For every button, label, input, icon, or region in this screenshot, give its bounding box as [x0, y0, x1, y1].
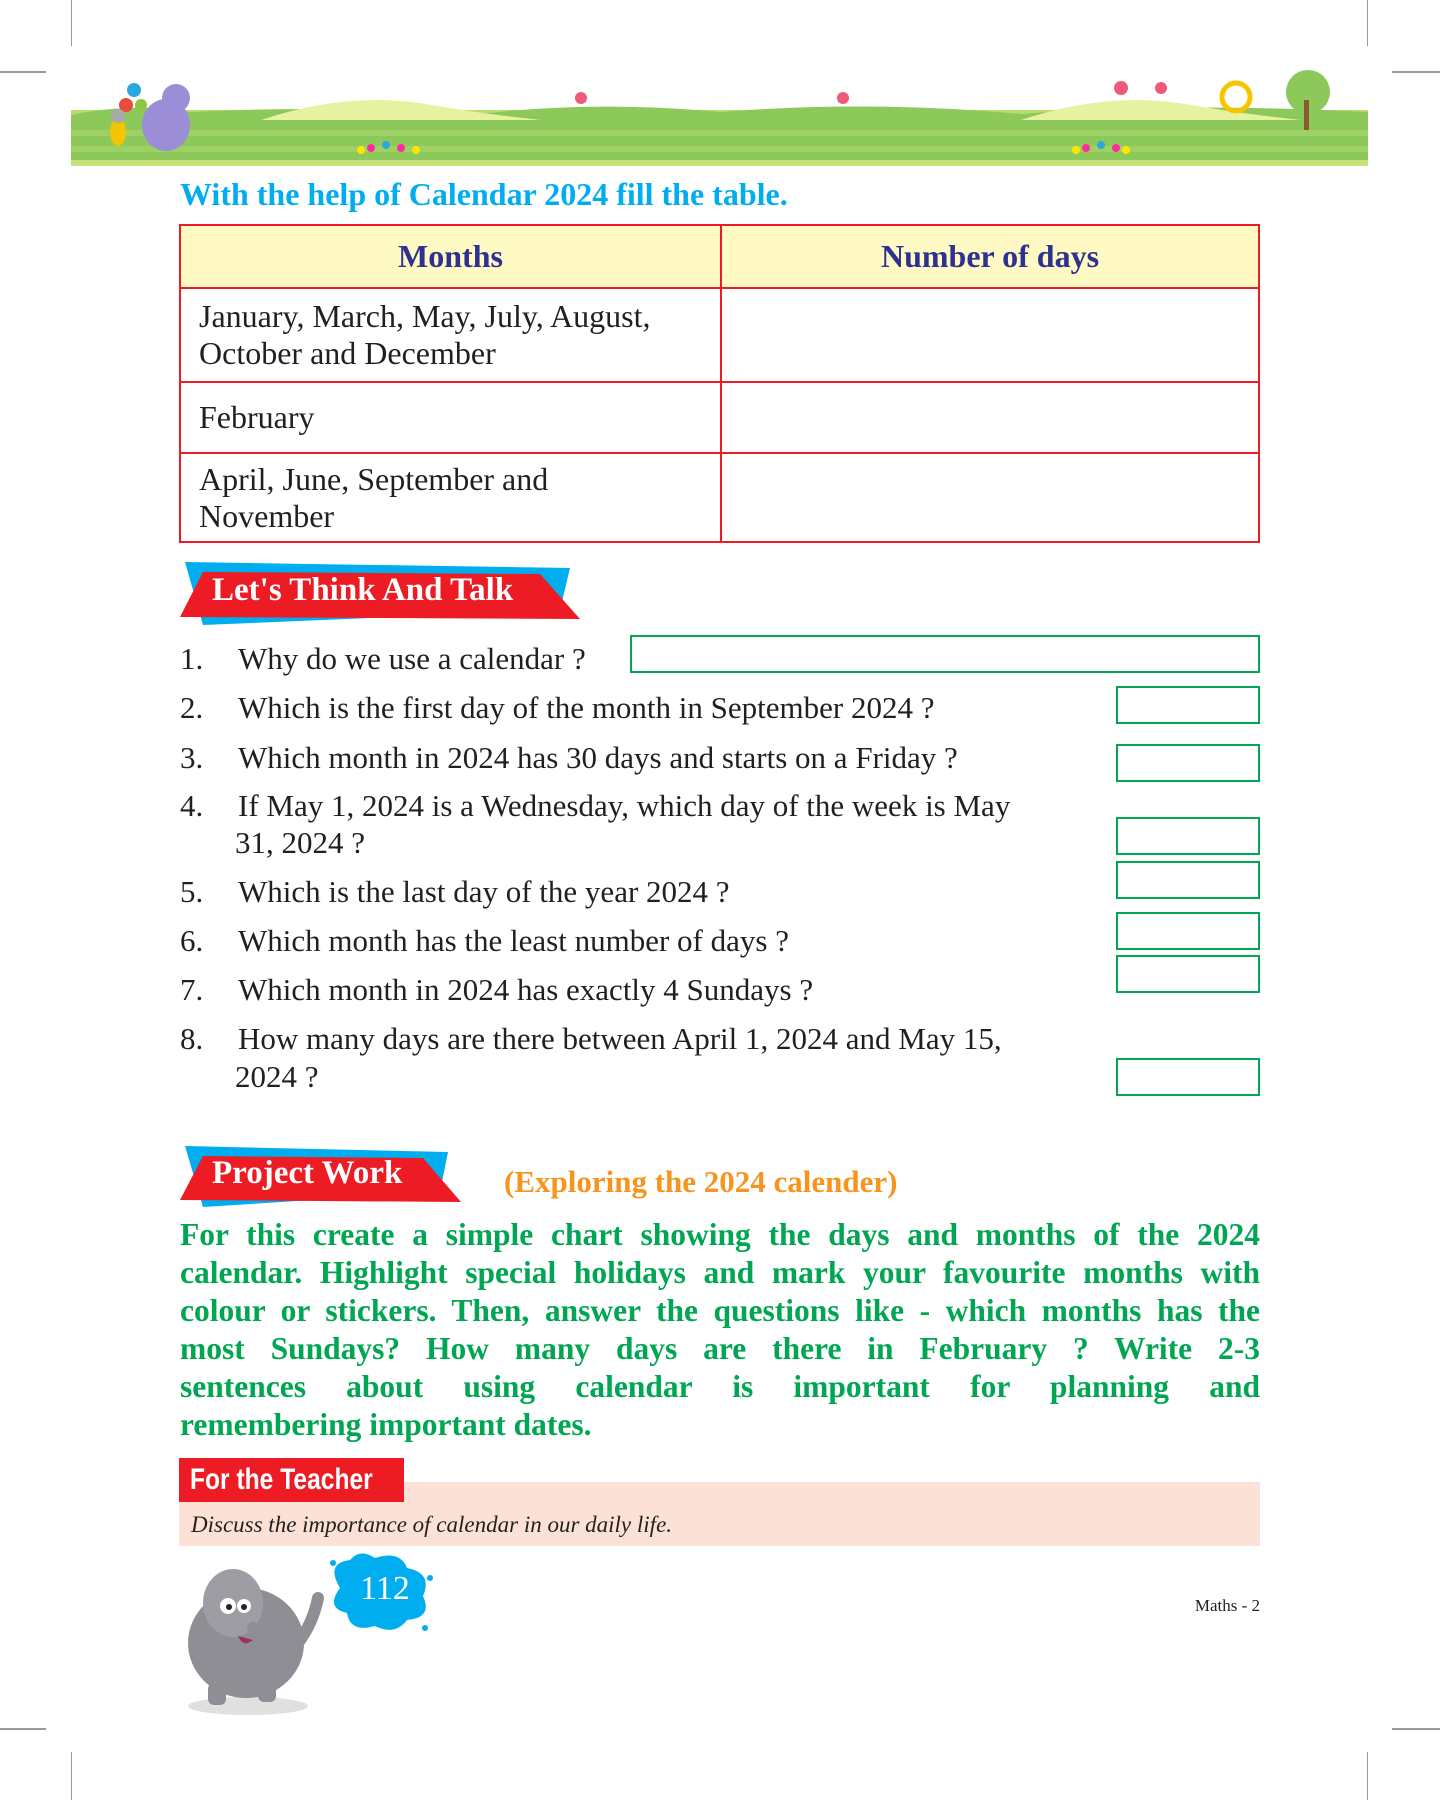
question-text-continued: 2024 ?: [235, 1059, 319, 1094]
answer-box-3[interactable]: [1116, 744, 1260, 782]
months-text: November: [199, 497, 335, 534]
question-text: Which month in 2024 has exactly 4 Sundays ?: [238, 972, 814, 1007]
question-text: Which is the last day of the year 2024 ?: [238, 874, 730, 909]
question-text: How many days are there between April 1, 2024 and May 15,: [238, 1021, 1002, 1056]
question-number: 7.: [180, 972, 204, 1007]
teacher-label: [179, 1458, 404, 1502]
paragraph-line: remembering important dates.: [180, 1407, 592, 1442]
question-number: 4.: [180, 788, 204, 823]
page-number: 112: [360, 1570, 410, 1607]
question-number: 8.: [180, 1021, 204, 1056]
crop-mark: [0, 1728, 46, 1730]
question-text: If May 1, 2024 is a Wednesday, which day of the week is May: [238, 788, 1011, 823]
days-answer-cell[interactable]: [721, 288, 1259, 382]
question-text: Which is the first day of the month in September 2024 ?: [238, 690, 935, 725]
crop-mark: [1392, 1728, 1440, 1730]
paragraph-line: sentences about using calendar is important for planning and: [180, 1369, 1260, 1404]
crop-mark: [0, 71, 46, 73]
question-number: 6.: [180, 923, 204, 958]
question-number: 1.: [180, 641, 204, 676]
paragraph-line: calendar. Highlight special holidays and mark your favourite months with: [180, 1255, 1260, 1290]
answer-box-8[interactable]: [1116, 1058, 1260, 1096]
landscape-banner-illustration: [71, 70, 1368, 166]
days-answer-cell[interactable]: [721, 453, 1259, 542]
paragraph-line: colour or stickers. Then, answer the questions like - which months has the: [180, 1293, 1260, 1328]
book-title-footer: Maths - 2: [1194, 1596, 1260, 1615]
table-row: [180, 453, 1259, 542]
answer-box-1[interactable]: [630, 635, 1260, 673]
answer-box-7[interactable]: [1116, 955, 1260, 993]
months-text: January, March, May, July, August,: [199, 298, 651, 334]
months-text: April, June, September and: [199, 460, 549, 497]
table-instruction-heading: With the help of Calendar 2024 fill the table.: [180, 176, 788, 212]
header-months: Months: [180, 225, 721, 288]
months-cell: [180, 288, 721, 382]
question-number: 2.: [180, 690, 204, 725]
teacher-label-text: For the Teacher: [190, 1463, 373, 1496]
answer-box-6[interactable]: [1116, 912, 1260, 950]
crop-mark: [1367, 1752, 1368, 1800]
table-row: [180, 288, 1259, 382]
paragraph-line: For this create a simple chart showing the days and months of the 2024: [180, 1217, 1260, 1252]
question-number: 3.: [180, 740, 204, 775]
answer-box-2[interactable]: [1116, 686, 1260, 724]
table-row: [180, 382, 1259, 453]
crop-mark: [1367, 0, 1368, 46]
table-header-row: [180, 225, 1259, 288]
months-cell: [180, 453, 721, 542]
crop-mark: [71, 0, 72, 46]
header-number-of-days: Number of days: [721, 225, 1259, 288]
months-cell: February: [180, 382, 721, 453]
section-title-project-work: Project Work: [212, 1155, 403, 1191]
question-number: 5.: [180, 874, 204, 909]
months-text: October and December: [199, 335, 496, 371]
project-subtitle: (Exploring the 2024 calender): [504, 1164, 898, 1199]
crop-mark: [1392, 71, 1440, 73]
question-text: Why do we use a calendar ?: [238, 641, 586, 676]
question-text-continued: 31, 2024 ?: [235, 825, 366, 860]
days-answer-cell[interactable]: [721, 382, 1259, 453]
days-in-months-table: [179, 224, 1260, 543]
question-text: Which month in 2024 has 30 days and starts on a Friday ?: [238, 740, 958, 775]
teacher-note-text: Discuss the importance of calendar in our daily life.: [191, 1512, 673, 1537]
section-title-think-talk: Let's Think And Talk: [212, 572, 514, 608]
project-description: [180, 1216, 1260, 1444]
answer-box-4[interactable]: [1116, 817, 1260, 855]
question-text: Which month has the least number of days ?: [238, 923, 789, 958]
crop-mark: [71, 1752, 72, 1800]
answer-box-5[interactable]: [1116, 861, 1260, 899]
paragraph-line: most Sundays? How many days are there in February ? Write 2-3: [180, 1331, 1260, 1366]
